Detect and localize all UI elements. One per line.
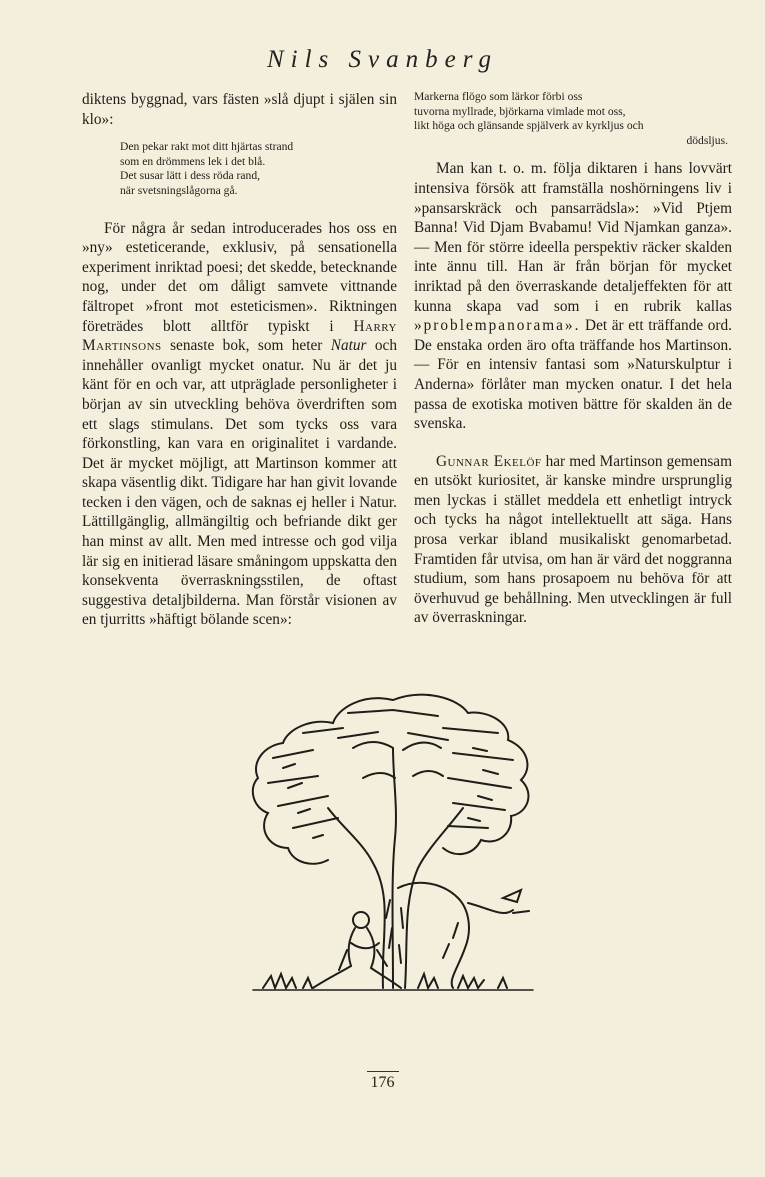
verse-line: likt höga och glänsande spjälverk av kyrkljus och <box>414 119 644 133</box>
verse-line: tuvorna myllrade, björkarna vimlade mot oss, <box>414 104 626 118</box>
right-body-paragraph <box>414 159 732 433</box>
left-column <box>82 90 397 630</box>
running-head: Nils Svanberg <box>266 46 499 73</box>
verse-line: när svetsningslågorna gå. <box>120 183 238 197</box>
body-text: har med Martinson gemensam en utsökt kuriositet, är kanske mindre ursprunglig men lyckas i stället meddela ett enhetligt intryck och tycks ha något intellektuellt att säga. Hans prosa verkar ibland musikaliskt genomarbetad. Framtiden får utvisa, om han är värd det noggranna studium, som hans prosapoem nu behöva för att överhuvud ge behållning. Men utvecklingen är full av överraskningar. <box>414 452 732 627</box>
body-text: Man kan t. o. m. följa diktaren i hans lovvärt intensiva försök att framställa noshörningens liv i »pansarskräck och pansarrädsla»: »Vid Ptjem Banna! Vid Djam Bvabamu! Vid Njamkan ganza». — Men för större ideella perspektiv räcker skalden inte ännu till. Han är från början för mycket inriktad på den överraskande detaljeffekten för att kunna skapa vad som i en rubrik kallas <box>414 160 732 315</box>
left-body-paragraph <box>82 219 397 630</box>
verse-line: dödsljus. <box>686 133 728 147</box>
left-verse <box>120 140 397 198</box>
ekelof-paragraph <box>414 452 732 628</box>
right-column <box>414 90 732 628</box>
book-title: Natur <box>330 337 367 355</box>
body-text: senaste bok, som heter <box>170 337 323 355</box>
verse-line: som en drömmens lek i det blå. <box>120 154 266 168</box>
author-name: Gunnar Ekelöf <box>436 452 542 470</box>
verse-line: Markerna flögo som lärkor förbi oss <box>414 90 583 103</box>
quoted-term: »problempanorama». <box>414 317 581 335</box>
verse-line: Det susar lätt i dess röda rand, <box>120 169 261 183</box>
body-text: och innehåller ovanligt mycket onatur. Nu är det ju känt för en och var, att utpräglade personligheter i början av sin utveckling behöva överdriften som ett slags stimulans. Det som tycks oss vara förkonstling, kan vara en originalitet i vardande. Det är mycket möjligt, att Martinson kommer att skapa väsentlig dikt. Tidigare har han givit lovande tecken i den vägen, och de saknas ej heller i Natur. Lättillgänglig, allmängiltig och befriande dikt ger han minst av allt. Men med intresse och god vilja lär sig en initierad läsare småningom uppskatta den konsekventa överraskningsstilen, de oftast suggestiva detaljbilderna. Man förstår visionen av en tjurritts »häftigt bölande scen»: <box>82 337 397 629</box>
body-text: För några år sedan introducerades hos oss en »ny» esteticerande, exklusiv, på sensationella experiment inriktad poesi; det skedde, betecknande nog, under det om dåligt samvete vittnande fältropet »front mot esteticismen». Riktningen företrädes blott alltför typiskt i <box>82 219 397 335</box>
left-intro-paragraph: diktens byggnad, vars fästen »slå djupt i själen sin klo»: <box>82 91 397 128</box>
page-number: 176 <box>0 1074 765 1092</box>
author-name: Harry Martinsons <box>82 317 397 355</box>
verse-line: Den pekar rakt mot ditt hjärtas strand <box>120 140 294 154</box>
right-verse <box>414 90 732 148</box>
tree-with-seated-man-icon <box>243 688 543 1000</box>
body-text: Det är ett träffande ord. De enstaka orden äro ofta träffande hos Martinson. — För en intensiv fantasi som »Naturskulptur i Anderna» förlåter man mycken onatur. I det hela passa de exotiska motiven bättre för skalden än de svenska. <box>414 317 732 433</box>
